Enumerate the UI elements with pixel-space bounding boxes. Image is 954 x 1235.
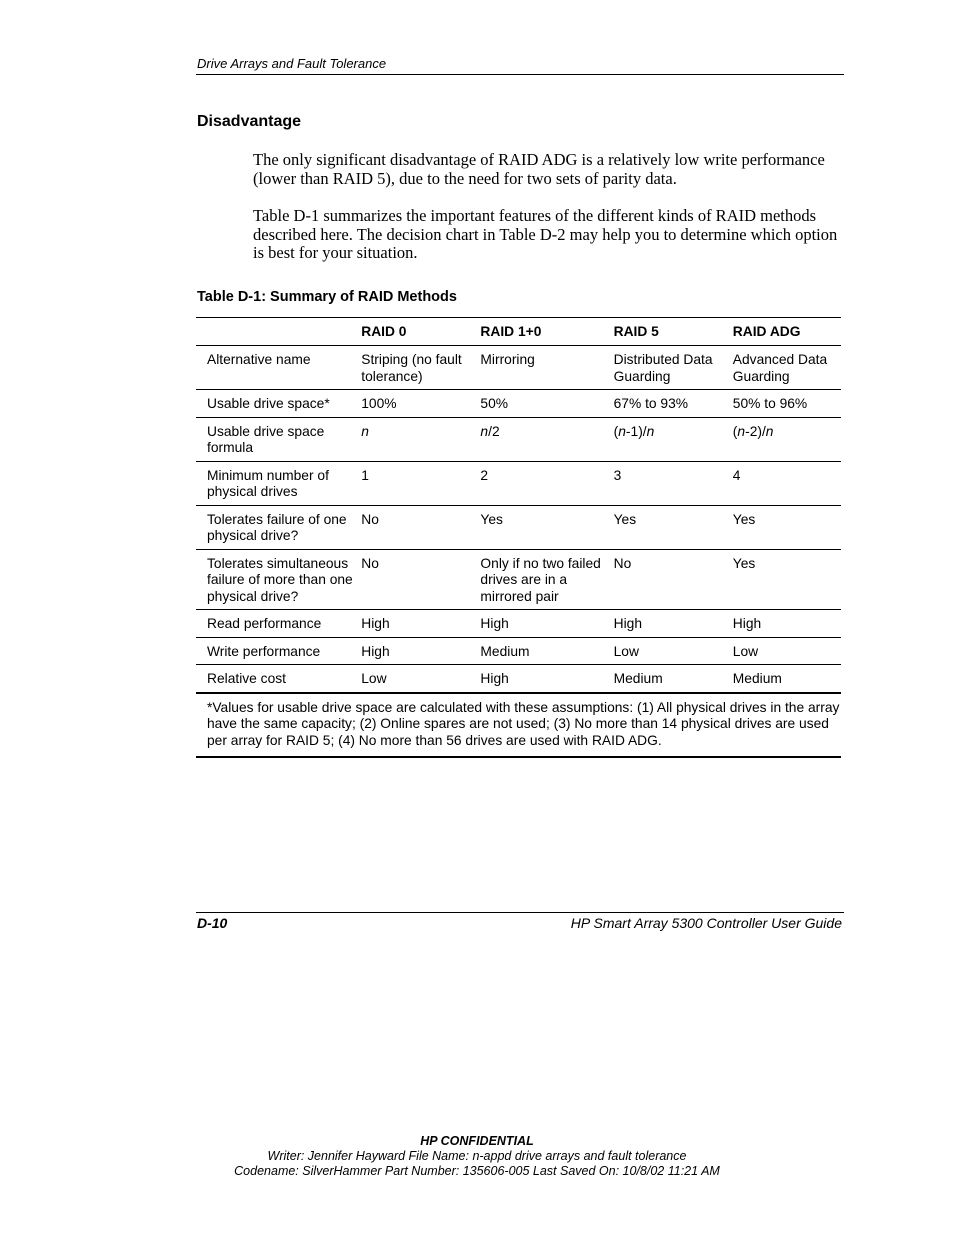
cell-raid5: High <box>613 616 643 631</box>
column-header-raid10: RAID 1+0 <box>480 324 542 339</box>
cell-raid5: Low <box>613 643 639 659</box>
column-header-blank <box>196 318 361 346</box>
confidential-writer-line: Writer: Jennifer Hayward File Name: n-appd drive arrays and fault tolerance <box>267 1149 687 1163</box>
table-row <box>196 637 841 665</box>
paragraph-disadvantage: The only significant disadvantage of RAID ADG is a relatively low write performance (lower than RAID 5), due to the need for two sets of parity data. <box>253 150 825 188</box>
cell-raid5: Distributed Data Guarding <box>613 352 713 384</box>
cell-raid10: n/2 <box>480 423 500 439</box>
cell-raid10: High <box>480 616 509 631</box>
table-row <box>196 390 841 418</box>
cell-raid0: Striping (no fault tolerance) <box>361 352 462 384</box>
page-number: D-10 <box>197 915 228 931</box>
column-header-raidadg: RAID ADG <box>732 324 801 339</box>
cell-raidadg: Yes <box>732 511 756 527</box>
cell-raidadg: Advanced Data Guarding <box>732 352 828 384</box>
table-row <box>196 610 841 638</box>
row-label: Tolerates simultaneous failure of more than one physical drive? <box>207 555 353 604</box>
cell-raid10: Medium <box>480 643 530 659</box>
paragraph-summary: Table D-1 summarizes the important features of the different kinds of RAID methods described here. The decision chart in Table D-2 may help you to determine which option is best for your situation. <box>253 206 838 262</box>
table-header-row <box>196 318 841 346</box>
table-footnote: *Values for usable drive space are calculated with these assumptions: (1) All physical drives in the array have the same capacity; (2) Online spares are not used; (3) No more than 14 physical drives are used per array for RAID 5; (4) No more than 56 drives are used with RAID ADG. <box>207 699 840 748</box>
cell-raidadg: Medium <box>732 671 782 686</box>
cell-raid10: High <box>480 671 509 686</box>
table-caption: Table D-1: Summary of RAID Methods <box>197 289 457 305</box>
confidential-block <box>0 1134 954 1179</box>
cell-raidadg: 50% to 96% <box>732 396 808 411</box>
row-label: Relative cost <box>207 671 286 686</box>
cell-raid0: No <box>361 511 379 527</box>
cell-raid10: Yes <box>480 511 503 527</box>
cell-raid5: No <box>613 555 632 571</box>
cell-raid5: (n-1)/n <box>613 423 655 439</box>
header-rule <box>196 74 844 75</box>
cell-raid0: 1 <box>361 467 369 483</box>
row-label: Minimum number of physical drives <box>207 467 329 499</box>
row-label: Write performance <box>207 643 321 659</box>
cell-raid10: 2 <box>480 467 489 483</box>
cell-raid5: 3 <box>613 467 622 483</box>
column-header-raid0: RAID 0 <box>361 324 407 339</box>
column-header-raid5: RAID 5 <box>613 324 659 339</box>
section-heading: Disadvantage <box>197 113 302 130</box>
footer-rule <box>196 912 844 913</box>
table-row <box>196 461 841 505</box>
cell-raidadg: Yes <box>732 555 756 571</box>
cell-raid10: Mirroring <box>480 352 535 367</box>
guide-title: HP Smart Array 5300 Controller User Guide <box>570 915 842 931</box>
table-footnote-row <box>196 693 841 758</box>
cell-raidadg: High <box>732 616 762 631</box>
confidential-codename-line: Codename: SilverHammer Part Number: 135606-005 Last Saved On: 10/8/02 11:21 AM <box>234 1164 720 1178</box>
cell-raid10: Only if no two failed drives are in a mirrored pair <box>480 555 601 604</box>
cell-raid0: n <box>361 423 369 439</box>
table-row <box>196 346 841 390</box>
row-label: Usable drive space* <box>207 396 330 411</box>
row-label: Read performance <box>207 616 322 631</box>
cell-raid5: Yes <box>613 511 637 527</box>
cell-raid0: No <box>361 555 379 571</box>
cell-raid0: Low <box>361 671 387 686</box>
table-row <box>196 505 841 549</box>
cell-raid10: 50% <box>480 396 509 411</box>
cell-raidadg: (n-2)/n <box>732 423 774 439</box>
table-row <box>196 549 841 610</box>
cell-raidadg: 4 <box>732 467 741 483</box>
table-row <box>196 417 841 461</box>
cell-raid0: High <box>361 643 390 659</box>
raid-summary-table <box>196 317 841 758</box>
cell-raid0: High <box>361 616 390 631</box>
cell-raid0: 100% <box>361 396 397 411</box>
running-header: Drive Arrays and Fault Tolerance <box>197 56 387 71</box>
row-label: Alternative name <box>207 352 311 367</box>
row-label: Tolerates failure of one physical drive? <box>207 511 347 543</box>
confidential-label: HP CONFIDENTIAL <box>420 1134 534 1148</box>
cell-raidadg: Low <box>732 643 759 659</box>
cell-raid5: 67% to 93% <box>613 396 689 411</box>
row-label: Usable drive space formula <box>207 423 325 455</box>
cell-raid5: Medium <box>613 671 663 686</box>
table-row <box>196 665 841 693</box>
